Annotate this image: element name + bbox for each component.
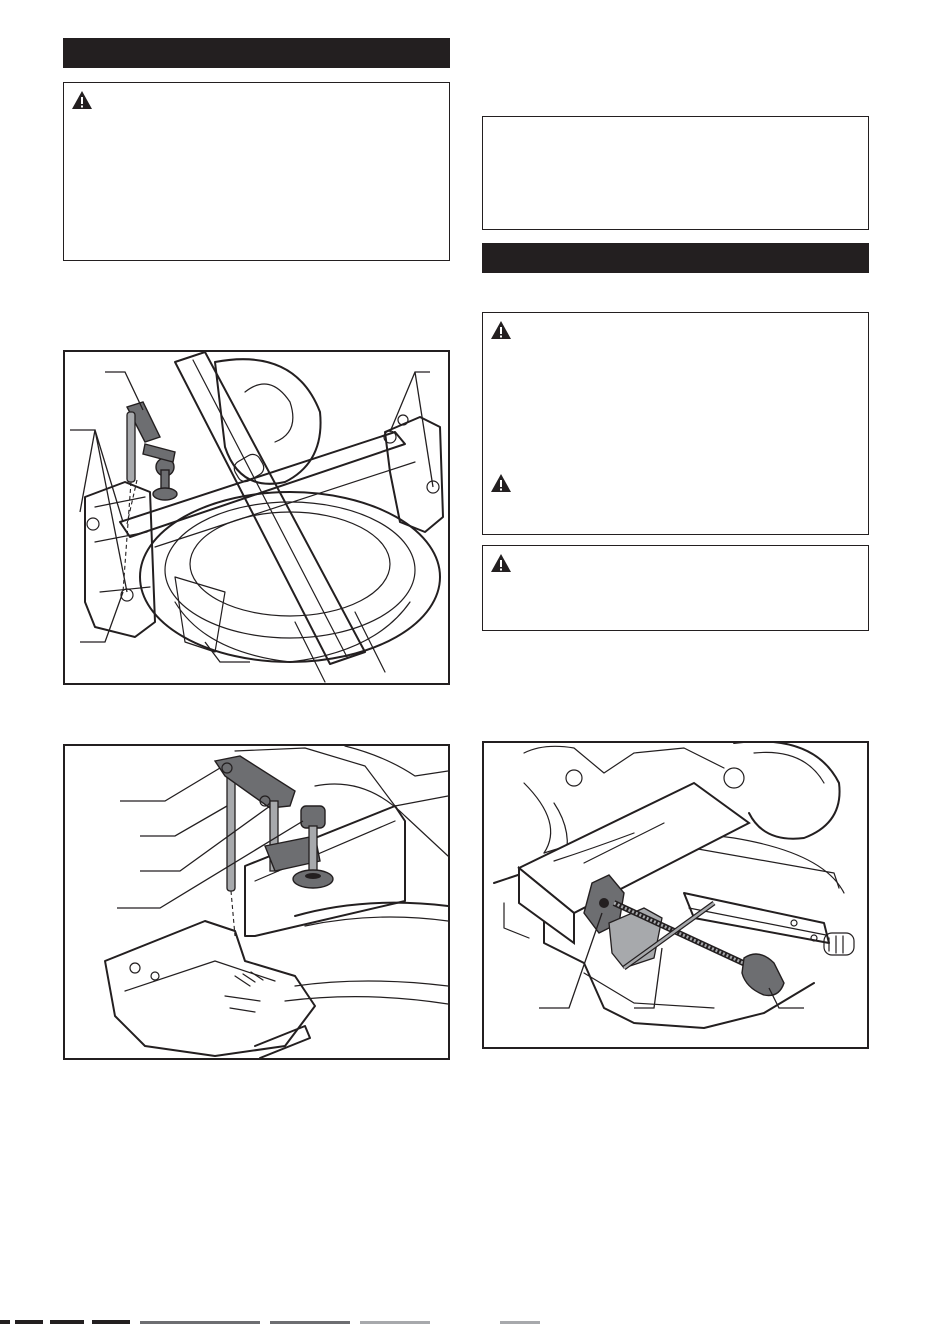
figure-3-illustration (484, 743, 867, 1047)
warning-triangle-icon (490, 320, 512, 340)
figure-2-illustration (65, 746, 448, 1058)
footer-strip (0, 1318, 933, 1324)
figure-1-miter-saw-vise-holes (63, 350, 450, 685)
warning-box-right (482, 312, 869, 535)
warning-triangle-icon (490, 553, 512, 573)
warning-triangle-icon (71, 90, 93, 110)
figure-1-illustration (65, 352, 448, 683)
section-heading-bar-left (63, 38, 450, 68)
warning-triangle-icon (490, 473, 512, 493)
note-box (482, 116, 869, 230)
figure-3-vise-clamping-workpiece (482, 741, 869, 1049)
caution-box-right (482, 545, 869, 631)
warning-box-left (63, 82, 450, 261)
section-heading-bar-right (482, 243, 869, 273)
figure-2-vise-assembly-detail (63, 744, 450, 1060)
